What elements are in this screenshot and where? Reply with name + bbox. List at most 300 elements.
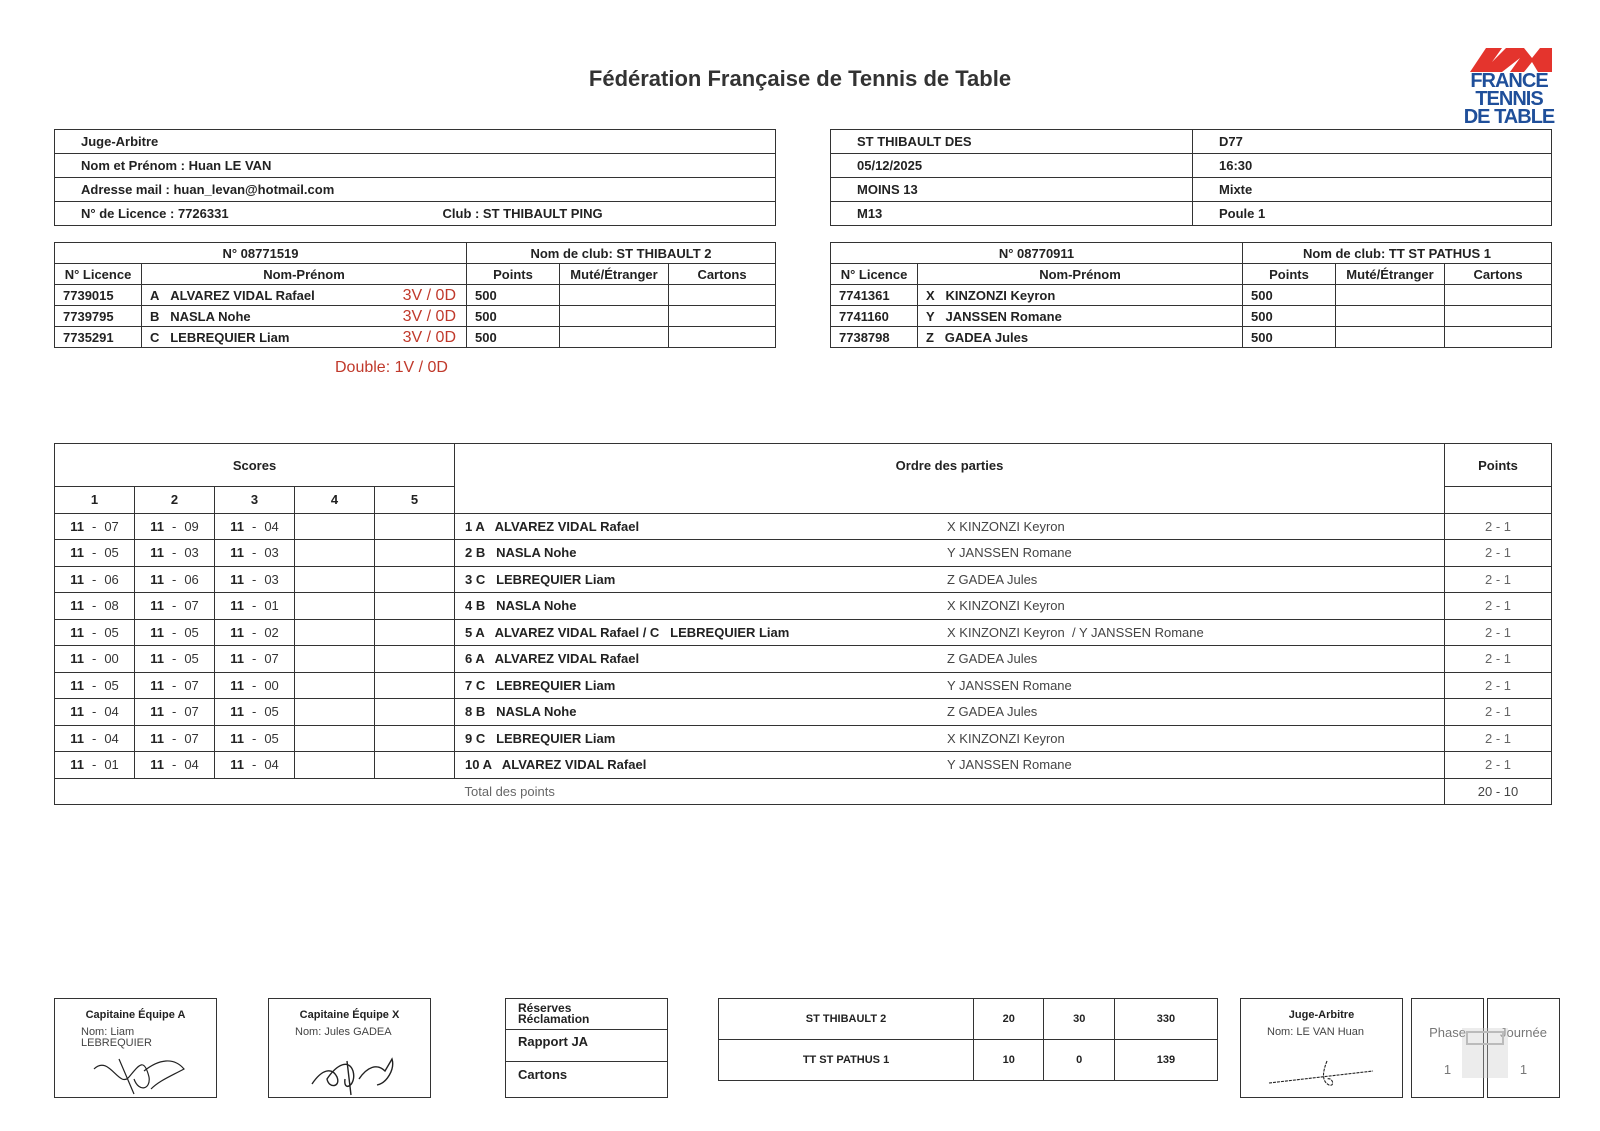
- set-score-separator: -: [251, 545, 257, 561]
- set-score-winner: 11: [150, 624, 164, 640]
- game-points: 2 - 1: [1445, 513, 1552, 540]
- player-name: NASLA Nohe: [170, 308, 251, 324]
- game-order: [455, 672, 1445, 699]
- set-score: [55, 540, 135, 567]
- set-number: 5: [375, 487, 455, 514]
- table-row: [719, 1040, 1218, 1081]
- fftt-logo: [1462, 42, 1556, 128]
- set-score-separator: -: [91, 704, 97, 720]
- set-score: [295, 540, 375, 567]
- team-x-club: Nom de club: TT ST PATHUS 1: [1243, 243, 1552, 264]
- set-score-loser: 07: [184, 677, 199, 693]
- set-score-winner: 11: [70, 518, 84, 534]
- set-score: [55, 752, 135, 779]
- player-letter: A: [150, 287, 160, 303]
- set-score: [135, 752, 215, 779]
- set-score-winner: 11: [230, 704, 244, 720]
- player-points: 500: [467, 327, 560, 348]
- player-name: GADEA Jules: [944, 329, 1029, 345]
- referee-name: Nom et Prénom : Huan LE VAN: [55, 154, 776, 178]
- set-score: [55, 699, 135, 726]
- player-letter: C: [150, 329, 160, 345]
- game-order: [455, 646, 1445, 673]
- game-players: 9 C LEBREQUIER Liam: [465, 730, 616, 746]
- match-date: 05/12/2025: [831, 154, 1193, 178]
- set-score-loser: 05: [104, 624, 119, 640]
- set-score: [375, 540, 455, 567]
- match-venue: ST THIBAULT DES: [831, 130, 1193, 154]
- team-x-number: N° 08770911: [831, 243, 1243, 264]
- player-cell: [142, 306, 467, 327]
- match-category: MOINS 13: [831, 178, 1193, 202]
- set-score-separator: -: [251, 704, 257, 720]
- player-mute: [1336, 306, 1445, 327]
- game-players: 4 B NASLA Nohe: [465, 598, 577, 614]
- set-score-separator: -: [251, 651, 257, 667]
- set-score: [375, 725, 455, 752]
- game-opponents: Z GADEA Jules: [947, 571, 1038, 587]
- player-cartons: [1445, 327, 1552, 348]
- set-score: [135, 725, 215, 752]
- game-players: 3 C LEBREQUIER Liam: [465, 571, 616, 587]
- table-row: [719, 999, 1218, 1040]
- table-row: [831, 306, 1552, 327]
- set-score-loser: 07: [184, 730, 199, 746]
- set-score-winner: 11: [70, 704, 84, 720]
- team-x-table: [830, 242, 1552, 348]
- set-score-loser: 05: [184, 624, 199, 640]
- captain-x-title: Capitaine Équipe X: [299, 1009, 400, 1021]
- set-score: [215, 619, 295, 646]
- set-score-loser: 04: [264, 757, 279, 773]
- table-row: [831, 327, 1552, 348]
- set-score-winner: 11: [70, 757, 84, 773]
- reserves-box: [505, 998, 668, 1098]
- player-licence: 7735291: [55, 327, 142, 348]
- set-score: [375, 672, 455, 699]
- set-score-separator: -: [91, 545, 97, 561]
- game-points: 2 - 1: [1445, 725, 1552, 752]
- referee-info-table: [54, 129, 776, 226]
- game-points: 2 - 1: [1445, 672, 1552, 699]
- set-score-winner: 11: [70, 730, 84, 746]
- player-cartons: [669, 306, 776, 327]
- set-score-loser: 09: [184, 518, 199, 534]
- set-score: [55, 513, 135, 540]
- game-order: [455, 513, 1445, 540]
- set-score-loser: 05: [104, 545, 119, 561]
- game-points: 2 - 1: [1445, 752, 1552, 779]
- summary-table: [718, 998, 1218, 1081]
- set-score-separator: -: [171, 518, 177, 534]
- set-score-separator: -: [91, 757, 97, 773]
- team-a-table: [54, 242, 776, 348]
- set-score-loser: 07: [104, 518, 119, 534]
- player-record: 3V / 0D: [402, 329, 456, 346]
- player-letter: Y: [926, 308, 935, 324]
- game-players: 10 A ALVAREZ VIDAL Rafael: [465, 757, 647, 773]
- player-cell: [142, 327, 467, 348]
- game-order: [455, 593, 1445, 620]
- game-order: [455, 752, 1445, 779]
- set-score-separator: -: [91, 730, 97, 746]
- game-order: [455, 725, 1445, 752]
- set-score-winner: 11: [230, 598, 244, 614]
- set-score-loser: 07: [184, 598, 199, 614]
- set-score-separator: -: [251, 571, 257, 587]
- points-header: Points: [1445, 444, 1552, 487]
- game-players: 7 C LEBREQUIER Liam: [465, 677, 616, 693]
- player-cell: [918, 327, 1243, 348]
- game-players: 1 A ALVAREZ VIDAL Rafael: [465, 518, 640, 534]
- set-score-winner: 11: [70, 598, 84, 614]
- set-score-winner: 11: [230, 571, 244, 587]
- set-score: [215, 593, 295, 620]
- set-number: 4: [295, 487, 375, 514]
- set-score-separator: -: [91, 571, 97, 587]
- set-score: [215, 646, 295, 673]
- table-row: [55, 619, 1552, 646]
- order-header: Ordre des parties: [455, 444, 1445, 514]
- summary-value: 139: [1114, 1040, 1217, 1081]
- set-score-loser: 05: [264, 730, 279, 746]
- set-score: [295, 593, 375, 620]
- set-score-loser: 03: [264, 571, 279, 587]
- set-score: [55, 593, 135, 620]
- match-level: M13: [831, 202, 1193, 226]
- set-score-winner: 11: [230, 730, 244, 746]
- col-cartons: Cartons: [669, 264, 776, 285]
- game-points: 2 - 1: [1445, 646, 1552, 673]
- set-score: [295, 752, 375, 779]
- player-name: ALVAREZ VIDAL Rafael: [170, 287, 315, 303]
- team-a-club: Nom de club: ST THIBAULT 2: [467, 243, 776, 264]
- game-players: 5 A ALVAREZ VIDAL Rafael / C LEBREQUIER Liam: [465, 624, 790, 640]
- referee-licence-row: [55, 202, 776, 226]
- captain-a-name: Nom: Liam LEBREQUIER: [81, 1026, 152, 1049]
- game-opponents: X KINZONZI Keyron: [947, 518, 1065, 534]
- set-score-winner: 11: [230, 757, 244, 773]
- journee-value: 1: [1519, 1062, 1528, 1077]
- set-score: [135, 593, 215, 620]
- set-score: [375, 566, 455, 593]
- game-opponents: Y JANSSEN Romane: [947, 677, 1072, 693]
- set-score: [375, 593, 455, 620]
- set-score-loser: 04: [104, 730, 119, 746]
- game-opponents: X KINZONZI Keyron: [947, 598, 1065, 613]
- reserves-label: Réserves: [518, 1001, 572, 1015]
- set-score-loser: 04: [184, 757, 199, 773]
- player-cell: [142, 285, 467, 306]
- logo-line: TENNIS: [1475, 88, 1543, 110]
- set-score: [215, 699, 295, 726]
- summary-value: 0: [1044, 1040, 1114, 1081]
- referee-sign-name: Nom: LE VAN Huan: [1267, 1026, 1365, 1038]
- set-score: [375, 699, 455, 726]
- set-score-winner: 11: [230, 518, 244, 534]
- set-score-winner: 11: [70, 545, 84, 561]
- player-record: 3V / 0D: [402, 287, 456, 304]
- col-points: Points: [1243, 264, 1336, 285]
- set-score-separator: -: [171, 651, 177, 667]
- match-info-table: [830, 129, 1552, 226]
- summary-value: 20: [974, 999, 1044, 1040]
- stamp-overlay: [1462, 1028, 1508, 1078]
- player-licence: 7739795: [55, 306, 142, 327]
- double-record: Double: 1V / 0D: [335, 359, 448, 376]
- set-score-winner: 11: [70, 624, 84, 640]
- set-score-winner: 11: [230, 677, 244, 693]
- set-score-loser: 01: [264, 598, 279, 614]
- total-spacer: [55, 778, 455, 805]
- game-players: 6 A ALVAREZ VIDAL Rafael: [465, 651, 640, 667]
- player-name: KINZONZI Keyron: [945, 287, 1056, 303]
- summary-value: 10: [974, 1040, 1044, 1081]
- captain-a-box: [54, 998, 217, 1098]
- match-pool: Poule 1: [1193, 202, 1552, 226]
- set-score-loser: 07: [184, 704, 199, 720]
- reserves-cell: [506, 999, 667, 1030]
- set-score-loser: 05: [104, 677, 119, 693]
- player-licence: 7739015: [55, 285, 142, 306]
- player-mute: [1336, 327, 1445, 348]
- set-number: 2: [135, 487, 215, 514]
- player-cartons: [669, 327, 776, 348]
- captain-x-name: Nom: Jules GADEA: [295, 1026, 392, 1038]
- player-points: 500: [1243, 327, 1336, 348]
- player-letter: B: [150, 308, 160, 324]
- player-name: JANSSEN Romane: [945, 308, 1062, 324]
- set-score: [295, 672, 375, 699]
- summary-value: 330: [1114, 999, 1217, 1040]
- set-score: [295, 646, 375, 673]
- set-score: [375, 752, 455, 779]
- set-score: [215, 672, 295, 699]
- set-score-loser: 01: [104, 757, 119, 773]
- set-score-separator: -: [91, 677, 97, 693]
- set-score-separator: -: [251, 624, 257, 640]
- game-order: [455, 619, 1445, 646]
- set-score: [135, 566, 215, 593]
- set-score: [215, 566, 295, 593]
- table-row: [55, 699, 1552, 726]
- set-score: [135, 646, 215, 673]
- stamp-frame: [1466, 1031, 1504, 1045]
- player-name: LEBREQUIER Liam: [170, 329, 290, 345]
- table-row: [55, 566, 1552, 593]
- player-letter: X: [926, 287, 935, 303]
- set-score-loser: 04: [264, 518, 279, 534]
- game-opponents: Z GADEA Jules: [947, 651, 1038, 666]
- set-score-loser: 04: [104, 704, 119, 720]
- page-title: Fédération Française de Tennis de Table: [588, 66, 1012, 91]
- game-opponents: X KINZONZI Keyron / Y JANSSEN Romane: [947, 624, 1204, 640]
- set-score: [375, 513, 455, 540]
- set-score-loser: 05: [184, 651, 199, 667]
- table-row: [55, 306, 776, 327]
- table-row: [55, 285, 776, 306]
- table-row: [55, 327, 776, 348]
- set-score-loser: 00: [104, 651, 119, 667]
- set-score-separator: -: [171, 545, 177, 561]
- set-score: [295, 566, 375, 593]
- set-score-winner: 11: [150, 571, 164, 587]
- set-score-winner: 11: [150, 677, 164, 693]
- game-points: 2 - 1: [1445, 540, 1552, 567]
- set-score-loser: 03: [184, 545, 199, 561]
- set-score-separator: -: [171, 730, 177, 746]
- set-score: [295, 699, 375, 726]
- col-mute: Muté/Étranger: [1336, 264, 1445, 285]
- set-score-loser: 05: [264, 704, 279, 720]
- player-record: 3V / 0D: [402, 308, 456, 325]
- scores-table: [54, 443, 1552, 805]
- player-cartons: [1445, 306, 1552, 327]
- set-score: [55, 646, 135, 673]
- set-score-separator: -: [91, 598, 97, 614]
- set-score: [295, 513, 375, 540]
- set-score: [135, 513, 215, 540]
- set-score-loser: 08: [104, 598, 119, 614]
- set-score-winner: 11: [230, 624, 244, 640]
- set-score: [135, 699, 215, 726]
- table-row: [55, 513, 1552, 540]
- set-score: [55, 672, 135, 699]
- set-score-separator: -: [91, 651, 97, 667]
- table-row: [55, 752, 1552, 779]
- team-a-number: N° 08771519: [55, 243, 467, 264]
- game-opponents: Y JANSSEN Romane: [947, 757, 1072, 772]
- table-row: [55, 672, 1552, 699]
- set-score-separator: -: [91, 518, 97, 534]
- set-score-winner: 11: [150, 730, 164, 746]
- set-score-separator: -: [171, 571, 177, 587]
- col-licence: N° Licence: [55, 264, 142, 285]
- game-opponents: Z GADEA Jules: [947, 704, 1038, 719]
- set-score-winner: 11: [70, 651, 84, 667]
- summary-team: ST THIBAULT 2: [719, 999, 974, 1040]
- set-score: [135, 619, 215, 646]
- game-points: 2 - 1: [1445, 593, 1552, 620]
- game-points: 2 - 1: [1445, 699, 1552, 726]
- set-score: [135, 672, 215, 699]
- captain-x-signature-icon: [307, 1049, 407, 1097]
- summary-value: 30: [1044, 999, 1114, 1040]
- set-score-separator: -: [171, 598, 177, 614]
- scores-header: Scores: [55, 444, 455, 487]
- set-score-separator: -: [251, 518, 257, 534]
- set-number: 1: [55, 487, 135, 514]
- player-points: 500: [1243, 285, 1336, 306]
- player-licence: 7741160: [831, 306, 918, 327]
- phase-value: 1: [1443, 1062, 1452, 1077]
- referee-signature-icon: [1267, 1051, 1377, 1091]
- game-points: 2 - 1: [1445, 619, 1552, 646]
- player-mute: [560, 327, 669, 348]
- referee-heading: Juge-Arbitre: [55, 130, 776, 154]
- game-players: 8 B NASLA Nohe: [465, 704, 577, 720]
- total-label: Total des points: [455, 778, 1445, 805]
- set-score: [55, 725, 135, 752]
- set-score: [135, 540, 215, 567]
- set-score-winner: 11: [150, 598, 164, 614]
- set-score-winner: 11: [150, 651, 164, 667]
- summary-team: TT ST PATHUS 1: [719, 1040, 974, 1081]
- captain-a-title: Capitaine Équipe A: [85, 1009, 186, 1021]
- set-number: 3: [215, 487, 295, 514]
- col-mute: Muté/Étranger: [560, 264, 669, 285]
- set-score-winner: 11: [150, 757, 164, 773]
- table-row: [55, 540, 1552, 567]
- player-points: 500: [1243, 306, 1336, 327]
- set-score-winner: 11: [150, 518, 164, 534]
- set-score: [215, 540, 295, 567]
- set-score-loser: 02: [264, 624, 279, 640]
- col-points: Points: [467, 264, 560, 285]
- logo-line: FRANCE: [1470, 70, 1548, 92]
- set-score-winner: 11: [70, 677, 84, 693]
- match-time: 16:30: [1193, 154, 1552, 178]
- reclamation-label: Réclamation: [518, 1012, 590, 1026]
- col-cartons: Cartons: [1445, 264, 1552, 285]
- game-order: [455, 540, 1445, 567]
- match-division: D77: [1193, 130, 1552, 154]
- table-row: [831, 285, 1552, 306]
- set-score-winner: 11: [150, 545, 164, 561]
- set-score-loser: 00: [264, 677, 279, 693]
- points-subheader: [1445, 487, 1552, 514]
- game-players: 2 B NASLA Nohe: [465, 545, 577, 561]
- set-score: [215, 725, 295, 752]
- set-score-separator: -: [171, 677, 177, 693]
- set-score-separator: -: [251, 677, 257, 693]
- journee-label: Journée: [1500, 1025, 1547, 1040]
- game-order: [455, 566, 1445, 593]
- set-score: [375, 619, 455, 646]
- player-points: 500: [467, 306, 560, 327]
- player-licence: 7738798: [831, 327, 918, 348]
- table-row: [55, 593, 1552, 620]
- game-opponents: Y JANSSEN Romane: [947, 545, 1072, 560]
- game-order: [455, 699, 1445, 726]
- set-score: [375, 646, 455, 673]
- set-score-separator: -: [251, 598, 257, 614]
- referee-licence: N° de Licence : 7726331: [81, 206, 229, 221]
- set-score: [295, 619, 375, 646]
- captain-a-signature-icon: [89, 1049, 189, 1097]
- cartons-label: Cartons: [518, 1067, 568, 1082]
- col-licence: N° Licence: [831, 264, 918, 285]
- set-score-separator: -: [91, 624, 97, 640]
- player-cartons: [1445, 285, 1552, 306]
- set-score-loser: 07: [264, 651, 279, 667]
- referee-email: Adresse mail : huan_levan@hotmail.com: [55, 178, 776, 202]
- set-score: [55, 619, 135, 646]
- logo-line: DE TABLE: [1463, 106, 1555, 128]
- set-score: [295, 725, 375, 752]
- set-score: [55, 566, 135, 593]
- set-score-loser: 06: [104, 571, 119, 587]
- rapport-ja-label: Rapport JA: [506, 1030, 667, 1062]
- player-cartons: [669, 285, 776, 306]
- player-licence: 7741361: [831, 285, 918, 306]
- col-name: Nom-Prénom: [142, 264, 467, 285]
- set-score-winner: 11: [150, 704, 164, 720]
- set-score-loser: 06: [184, 571, 199, 587]
- player-points: 500: [467, 285, 560, 306]
- total-points: 20 - 10: [1445, 778, 1552, 805]
- game-opponents: X KINZONZI Keyron: [947, 730, 1065, 746]
